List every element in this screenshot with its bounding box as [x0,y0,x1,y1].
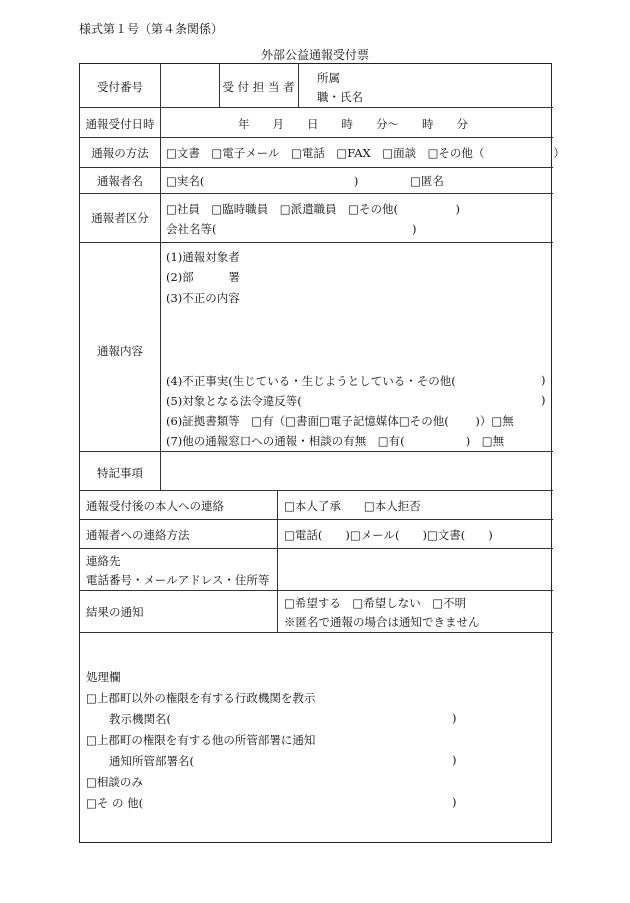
content-item-target: (1)通報対象者 [166,250,240,264]
col-divider [160,64,161,490]
processing-option-other[interactable]: □そ の 他( [86,796,144,810]
method-options[interactable]: □文書 □電子メール □電話 □FAX □面談 □その他（ ） [166,146,565,160]
content-item-other-channel[interactable]: (7)他の通報窓口への通報・相談の有無 □有( ) □無 [166,434,505,448]
col-divider [298,64,299,107]
name-title-label: 職・氏名 [317,90,363,104]
report-form-table [79,63,565,843]
contact-consent-options[interactable]: □本人了承 □本人拒否 [284,499,421,513]
real-name-option[interactable]: □実名( ) [166,174,359,188]
processing-department-name: 通知所管部署名( [109,754,194,768]
col-divider [277,490,278,632]
reporter-name-label: 通報者名 [97,174,143,188]
row-divider [80,107,553,108]
processing-other-close: ) [452,795,457,809]
row-divider [80,451,553,452]
contact-method-options[interactable]: □電話( )□メール( )□文書( ) [284,528,493,542]
result-notice-options[interactable]: □希望する □希望しない □不明 [284,596,467,610]
row-divider [80,590,553,591]
datetime-label: 通報受付日時 [85,117,155,131]
contact-info-sublabel: 電話番号・メールアドレス・住所等 [86,573,270,587]
form-title: 外部公益通報受付票 [260,48,369,62]
content-item-department: (2)部 署 [166,270,240,284]
result-notice-note: ※匿名で通報の場合は通知できません [284,615,480,629]
staff-label: 受 付 担 当 者 [222,80,295,94]
processing-agency-close: ) [452,711,457,725]
row-divider [80,137,553,138]
processing-option-external[interactable]: □上郡町以外の権限を有する行政機関を教示 [86,691,316,705]
row-divider [80,167,553,168]
row-divider [80,548,553,549]
content-item-law: (5)対象となる法令違反等( [166,394,302,408]
dept-label: 所属 [317,71,340,85]
processing-option-internal[interactable]: □上郡町の権限を有する他の所管部署に通知 [86,733,316,747]
content-item-facts-close: ) [541,373,546,387]
notes-label: 特記事項 [97,466,143,480]
form-number: 様式第１号（第４条関係） [79,22,224,36]
result-notice-label: 結果の通知 [86,605,144,619]
datetime-value: 年 月 日 時 分～ 時 分 [238,117,468,131]
row-divider [80,519,553,520]
category-options[interactable]: □社員 □臨時職員 □派遣職員 □その他( ) [166,202,460,216]
contact-method-label: 通報者への連絡方法 [86,528,190,542]
content-item-law-close: ) [541,393,546,407]
receipt-number-label: 受付番号 [97,80,143,94]
contact-info-label: 連絡先 [86,554,121,568]
anonymous-option[interactable]: □匿名 [410,174,444,188]
reporter-category-label: 通報者区分 [91,211,149,225]
processing-department-close: ) [452,753,457,767]
content-item-misconduct: (3)不正の内容 [166,291,240,305]
row-divider [80,193,553,194]
row-divider [80,490,553,491]
row-divider [80,242,553,243]
method-label: 通報の方法 [91,146,149,160]
row-divider [80,632,553,633]
processing-agency-name: 教示機関名( [109,712,171,726]
content-item-facts: (4)不正事実(生じている・生じようとしている・その他( [166,374,456,388]
processing-label: 処理欄 [86,670,121,684]
company-name-field: 会社名等( ) [166,222,417,236]
processing-option-consult[interactable]: □相談のみ [86,775,143,789]
content-item-evidence[interactable]: (6)証拠書類等 □有（□書面□電子記憶媒体□その他( )）□無 [166,414,514,428]
contact-consent-label: 通報受付後の本人への連絡 [86,499,224,513]
content-label: 通報内容 [97,344,143,358]
